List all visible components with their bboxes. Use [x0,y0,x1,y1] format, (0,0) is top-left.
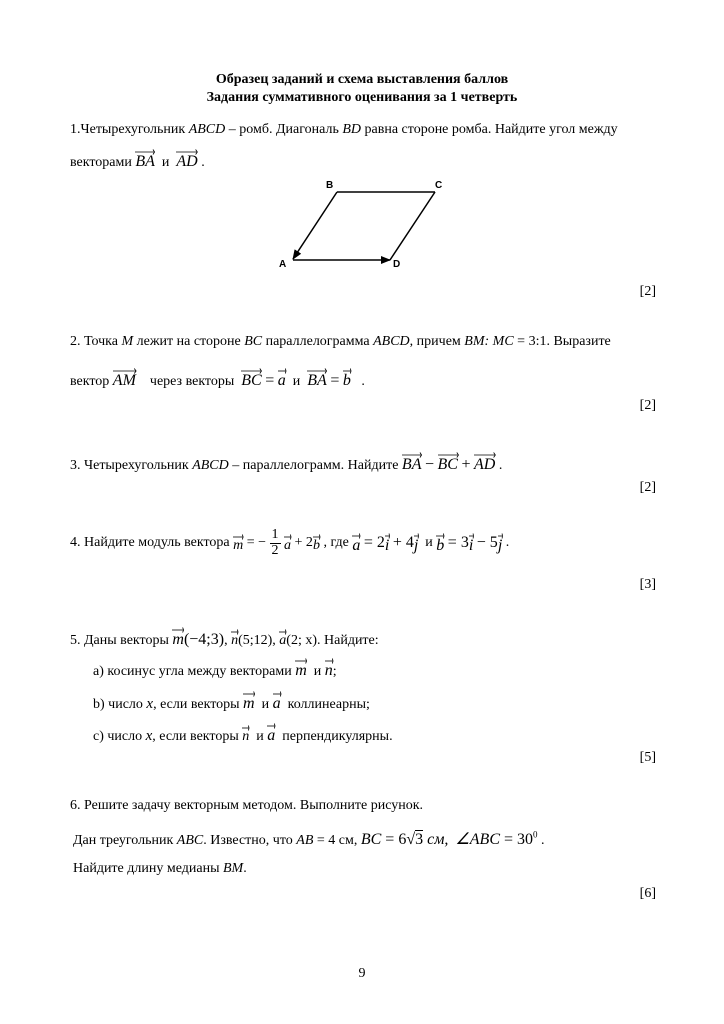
task2-text: = 3:1. Выразите [513,334,611,349]
task2-m: M [121,334,134,349]
vector-a-5b [273,690,281,712]
vector-ad [176,148,197,170]
title-line-2: Задания суммативного оценивания за 1 четверть [206,90,518,105]
item-c-x: x [145,728,153,744]
vector-a-5c [267,722,275,744]
vector-a-5-label: a [279,633,287,648]
vector-bc [241,367,261,389]
task4-eq2: = 2 [363,534,385,552]
task6-text: Найдите длину медианы [73,861,223,876]
task6-angle-val: = 30 [499,831,534,848]
vector-b-def [436,532,444,554]
vector-ad-label: AD [176,153,198,170]
vertex-b-label: B [326,180,334,191]
task4-and: и [425,535,433,551]
vector-b [343,367,351,389]
vector-a-4 [284,533,291,553]
vector-j-2 [498,532,502,554]
vector-a-label: a [277,372,286,389]
bc-formula [361,830,449,848]
task6-line1: 6. Решите задачу векторным методом. Выполните рисунок. [70,798,424,813]
task2-and: и [292,374,301,389]
task4-text: 4. Найдите модуль вектора [70,535,230,551]
item-b-x: x [146,696,154,712]
task6-bm: BM [222,861,244,876]
task1-line1 [70,122,618,138]
task6-bc: BC [360,831,382,848]
angle-formula [455,831,537,848]
task4-marks: [3] [639,577,656,592]
task6-angle: ∠ABC [455,831,500,848]
task3-text: – параллелограмм. Найдите [228,458,402,473]
vector-n-5c [242,724,249,744]
vector-m-5a [295,657,307,679]
degree-sup: 0 [533,829,538,840]
fraction-one-half [270,528,281,558]
vector-n-5 [231,628,238,648]
task6-marks: [6] [639,886,656,901]
task2-text: через векторы [149,374,235,389]
item-b-text: коллинеарны; [287,697,370,712]
task3-abcd: ABCD [192,458,229,473]
item-b-and: и [261,697,270,712]
task5-line1: 5. Даны векторы m(−4;3), n(5;12), a(2; x). Найдите: [70,626,379,649]
task3-dot: . [498,458,503,473]
vector-j-label: j [413,537,419,555]
task2-dot: . [361,374,365,389]
task2-text: лежит на стороне [133,334,245,349]
task6-bc-unit: см, [423,831,449,848]
item-a-and: и [313,664,322,679]
vector-b-label: b [342,372,351,389]
vector-m-5b [243,690,255,712]
task1-dot: . [201,155,205,170]
vector-ba-label: BA [135,153,155,170]
fraction-denominator: 2 [271,542,279,558]
task2-text: , причем [409,334,465,349]
vector-i-label: i [384,537,390,555]
vector-a-4-label: a [284,538,292,554]
task6-line3 [73,861,247,877]
item-b-text: b) число [93,697,143,712]
task2-bc: BC [244,334,263,349]
vector-a-5 [279,628,286,648]
task1-line2 [70,148,205,171]
n-coords: (5;12) [238,633,273,648]
task5-item-b [93,690,370,713]
vector-ba [135,148,155,170]
plus-sign: + [461,456,471,473]
vector-m-5a-label: m [295,662,307,679]
task5-item-c [93,722,393,745]
vector-m-5 [172,626,184,648]
fraction-numerator: 1 [271,527,279,542]
task6-text: Дан треугольник [73,833,177,848]
side-cd [390,192,435,260]
task4-plus2: + 2 [294,535,313,551]
item-c-text: c) число [93,729,143,744]
vector-b-4 [313,533,320,553]
sqrt-radicand: 3 [415,831,424,848]
task1-abcd: ABCD [188,122,226,137]
vector-m-label: m [233,538,244,554]
task4-where: , где [323,535,349,551]
vector-i-2 [469,532,473,554]
vector-j [414,532,418,554]
task2-text: вектор [70,374,113,389]
vector-m-5b-label: m [243,695,255,712]
item-c-text: перпендикулярны. [282,729,393,744]
vector-n-5a-label: n [324,662,333,679]
task4-minus5: − 5 [476,534,498,552]
vector-a-def-label: a [352,537,361,555]
task4-line [70,528,509,558]
task6-abc: ABC [176,833,204,848]
task1-text: векторами [70,155,136,170]
task1-text: – ромб. Диагональ [225,122,343,137]
task6-text: . Известно, что [203,833,297,848]
vector-ba-2 [307,367,327,389]
task4-eq3: = 3 [447,534,469,552]
task6-dot: . [541,833,545,848]
minus-sign: − [424,456,434,473]
task1-text: 1.Четырехугольник [70,122,189,137]
vertex-a-label: A [279,259,287,270]
sqrt-symbol: √ [406,831,416,848]
task1-marks: [2] [639,284,656,299]
vector-a-5b-label: a [272,695,281,712]
item-c-text: , если векторы [152,729,239,744]
task2-text: 2. Точка [70,334,122,349]
vector-am [113,367,136,389]
vector-j-2-label: j [497,537,503,555]
vector-b-def-label: b [436,537,445,555]
vector-ba-3 [402,451,422,473]
task6-dot: . [243,861,247,876]
task4-plus4: + 4 [392,534,414,552]
task5-item-a: а) косинус угла между векторами m и n; [93,657,337,680]
task6-bc-val: = 6 [381,831,407,848]
vector-i [385,532,389,554]
task2-line2: вектор AM через векторы BC = a и BA = b . [70,367,365,390]
task1-and: и [161,155,170,170]
vertex-d-label: D [393,259,401,270]
task2-marks: [2] [639,398,656,413]
vector-bc-3 [438,451,458,473]
task2-abcd: ABCD [373,334,410,349]
vector-ba-arrow [293,192,337,259]
task3-text: 3. Четырехугольник [70,458,193,473]
task6-ab: AB [296,833,314,848]
item-b-text: , если векторы [153,697,240,712]
vector-a-def [352,532,360,554]
vector-i-2-label: i [468,537,474,555]
vector-a [278,367,286,389]
vector-n-5a [325,657,333,679]
vector-a-5c-label: a [267,727,276,744]
task4-dot: . [505,535,510,551]
vector-ba-3-label: BA [401,456,422,473]
vector-b-4-label: b [312,538,320,554]
task2-line1 [70,334,611,350]
a-coords: (2; x) [286,633,317,648]
vector-n-5c-label: n [242,729,250,744]
vector-bc-3-label: BC [437,456,458,473]
rhombus-figure [270,175,460,270]
task5-text: 5. Даны векторы [70,633,169,648]
task1-bd: BD [342,122,362,137]
item-a-text: а) косинус угла между векторами [93,664,292,679]
task2-text: параллелограмма [262,334,374,349]
task4-eq: = − [246,535,267,551]
vector-m-5-label: m [172,631,184,648]
title-line-1: Образец заданий и схема выставления баллов [215,72,509,87]
item-c-and: и [256,729,264,744]
vector-m [233,533,243,553]
vector-ad-3 [474,451,495,473]
page-number: 9 [358,966,366,981]
vector-ad-3-label: AD [473,456,496,473]
task5-marks: [5] [639,750,656,765]
vector-bc-label: BC [241,372,262,389]
vector-am-label: AM [112,372,136,389]
task1-text: равна стороне ромба. Найдите угол между [361,122,618,137]
vertex-c-label: C [435,180,443,191]
vector-ba-2-label: BA [307,372,327,389]
task6-text: = 4 см, [313,833,361,848]
m-coords: (−4;3) [183,631,225,648]
task5-find: . Найдите: [317,633,379,648]
task2-ratio: BM: MC [464,334,514,349]
task3-line [70,451,502,474]
task6-line2 [73,829,545,849]
task3-marks: [2] [639,480,656,495]
vector-n-5-label: n [231,633,239,648]
